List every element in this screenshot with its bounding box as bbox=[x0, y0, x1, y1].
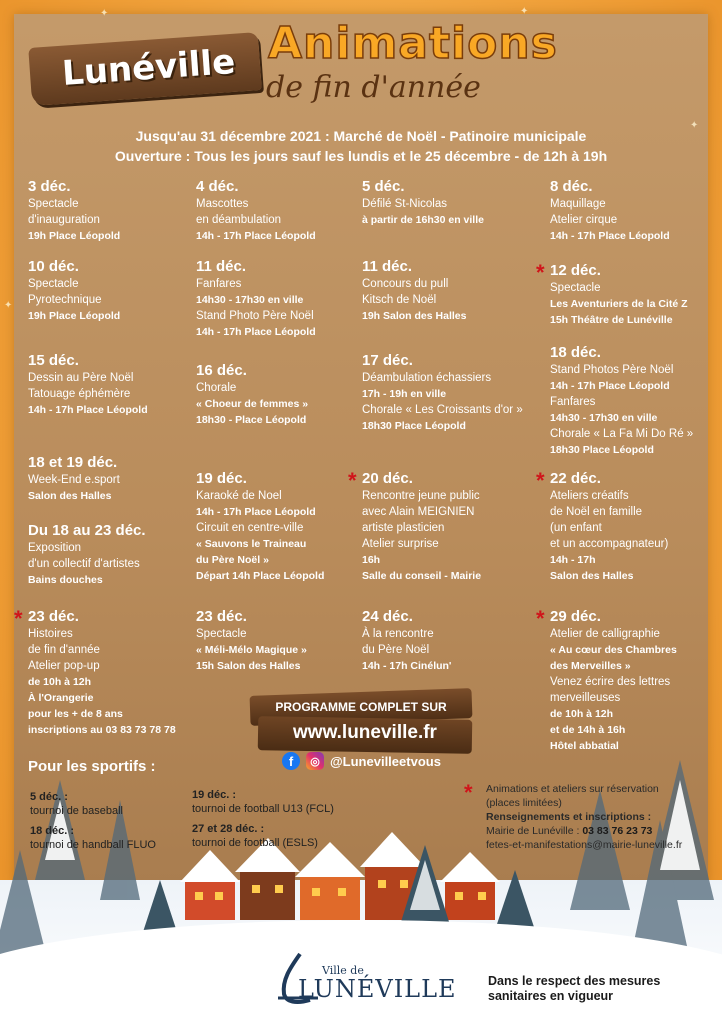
asterisk-icon: * bbox=[536, 468, 545, 493]
event-description: merveilleuses bbox=[550, 692, 621, 704]
event-item bbox=[550, 178, 670, 244]
logo-big-text: LUNÉVILLE bbox=[298, 975, 457, 1003]
event-date: 3 déc. bbox=[28, 178, 71, 195]
social-handle[interactable]: @Lunevilleetvous bbox=[330, 753, 441, 769]
asterisk-icon: * bbox=[536, 260, 545, 285]
event-description: Maquillage bbox=[550, 198, 606, 210]
event-description: artiste plasticien bbox=[362, 522, 445, 534]
event-description: du Père Noël bbox=[362, 644, 430, 656]
event-date: Du 18 au 23 déc. bbox=[28, 522, 146, 539]
event-item bbox=[196, 362, 308, 428]
sport-text: tournoi de baseball bbox=[30, 805, 123, 817]
event-detail: 14h - 17h Place Léopold bbox=[550, 380, 670, 392]
event-description: Ateliers créatifs bbox=[550, 490, 629, 502]
event-description: Atelier pop-up bbox=[28, 660, 100, 672]
event-detail: 19h Place Léopold bbox=[28, 230, 121, 242]
event-description: Atelier cirque bbox=[550, 214, 618, 226]
intro-line-2: Ouverture : Tous les jours sauf les lundis et le 25 décembre - de 12h à 19h bbox=[114, 148, 608, 164]
event-date: 23 déc. bbox=[28, 608, 79, 625]
event-description: Circuit en centre-ville bbox=[196, 522, 304, 534]
sport-item bbox=[192, 788, 334, 816]
event-detail: 19h Salon des Halles bbox=[362, 310, 467, 322]
event-description: Spectacle bbox=[28, 278, 79, 290]
event-date: 22 déc. bbox=[550, 470, 601, 487]
event-description: et un accompagnateur) bbox=[550, 538, 669, 550]
event-item bbox=[362, 352, 523, 434]
program-label: PROGRAMME COMPLET SUR bbox=[275, 700, 447, 714]
logo-small-text: Ville de bbox=[322, 964, 364, 977]
health-notice-line-2: sanitaires en vigueur bbox=[488, 989, 614, 1003]
event-date: 11 déc. bbox=[196, 258, 247, 275]
event-description: Tatouage éphémère bbox=[28, 388, 131, 400]
event-item bbox=[550, 344, 693, 458]
event-description: (un enfant bbox=[550, 522, 602, 534]
event-detail: de 10h à 12h bbox=[28, 676, 92, 688]
event-detail: 14h30 - 17h30 en ville bbox=[196, 294, 304, 306]
event-date: 20 déc. bbox=[362, 470, 413, 487]
sport-date: 27 et 28 déc. : bbox=[192, 823, 265, 835]
event-date: 12 déc. bbox=[550, 262, 601, 279]
asterisk-icon: * bbox=[348, 468, 357, 493]
intro-line-1: Jusqu'au 31 décembre 2021 : Marché de Noël - Patinoire municipale bbox=[135, 128, 587, 144]
event-date: 29 déc. bbox=[550, 608, 601, 625]
event-date: 15 déc. bbox=[28, 352, 79, 369]
event-description: Chorale « Les Croissants d'or » bbox=[362, 404, 523, 416]
phone-number[interactable]: 03 83 76 23 73 bbox=[582, 825, 653, 837]
event-detail: 14h - 17h Place Léopold bbox=[196, 326, 316, 338]
event-description: À la rencontre bbox=[362, 628, 434, 640]
health-notice bbox=[488, 974, 660, 1004]
event-date: 10 déc. bbox=[28, 258, 79, 275]
event-description: Stand Photos Père Noël bbox=[550, 364, 674, 376]
sport-item bbox=[192, 822, 318, 850]
mairie-label: Mairie de Lunéville : bbox=[486, 825, 583, 837]
sport-item bbox=[30, 790, 123, 818]
event-item bbox=[362, 258, 466, 324]
town-name: Lunéville bbox=[60, 42, 237, 94]
page-subtitle: de fin d'année bbox=[266, 70, 481, 105]
sport-date: 18 déc. : bbox=[30, 825, 75, 837]
event-date: 23 déc. bbox=[196, 608, 247, 625]
sport-date: 5 déc. : bbox=[30, 791, 68, 803]
sport-text: tournoi de football (ESLS) bbox=[192, 837, 318, 849]
event-item bbox=[28, 352, 148, 418]
event-detail: Salon des Halles bbox=[28, 490, 112, 502]
event-item bbox=[28, 522, 146, 588]
event-detail: à partir de 16h30 en ville bbox=[362, 214, 484, 226]
event-detail: 18h30 - Place Léopold bbox=[196, 414, 307, 426]
event-detail: Salle du conseil - Mairie bbox=[362, 570, 482, 582]
event-detail: 15h Salon des Halles bbox=[196, 660, 301, 672]
event-description: Défilé St-Nicolas bbox=[362, 198, 447, 210]
event-item bbox=[362, 470, 481, 584]
info-block bbox=[486, 782, 716, 852]
event-detail: 19h Place Léopold bbox=[28, 310, 121, 322]
instagram-icon[interactable]: ◎ bbox=[306, 752, 324, 770]
asterisk-icon: * bbox=[464, 780, 473, 805]
event-description: Fanfares bbox=[196, 278, 242, 290]
event-detail: 15h Théâtre de Lunéville bbox=[550, 314, 673, 326]
health-notice-line-1: Dans le respect des mesures bbox=[488, 974, 661, 988]
event-detail: 16h bbox=[362, 554, 381, 566]
event-detail: 14h30 - 17h30 en ville bbox=[550, 412, 658, 424]
event-item bbox=[28, 608, 176, 738]
event-item bbox=[196, 608, 307, 674]
event-detail: Salon des Halles bbox=[550, 570, 634, 582]
sport-date: 19 déc. : bbox=[192, 789, 237, 801]
event-description: Karaoké de Noel bbox=[196, 490, 282, 502]
event-detail: 14h - 17h Place Léopold bbox=[196, 230, 316, 242]
sparkle-icon: ✦ bbox=[4, 300, 13, 311]
contact-email[interactable]: fetes-et-manifestations@mairie-luneville.fr bbox=[486, 839, 683, 851]
event-item bbox=[196, 470, 324, 584]
event-detail: 17h - 19h en ville bbox=[362, 388, 447, 400]
event-description: en déambulation bbox=[196, 214, 282, 226]
event-detail: « Méli-Mélo Magique » bbox=[196, 644, 307, 656]
event-detail: pour les + de 8 ans bbox=[28, 708, 123, 720]
event-detail: des Merveilles » bbox=[550, 660, 631, 672]
event-detail: inscriptions au 03 83 73 78 78 bbox=[28, 724, 176, 736]
event-detail: « Choeur de femmes » bbox=[196, 398, 309, 410]
event-description: Chorale bbox=[196, 382, 237, 394]
event-item bbox=[28, 258, 120, 324]
event-date: 11 déc. bbox=[362, 258, 413, 275]
event-detail: et de 14h à 16h bbox=[550, 724, 626, 736]
event-detail: À l'Orangerie bbox=[28, 692, 94, 704]
event-detail: 18h30 Place Léopold bbox=[362, 420, 466, 432]
event-detail: de 10h à 12h bbox=[550, 708, 614, 720]
facebook-icon[interactable]: f bbox=[282, 752, 300, 770]
event-item bbox=[196, 178, 316, 244]
event-description: Spectacle bbox=[196, 628, 247, 640]
asterisk-icon: * bbox=[14, 606, 23, 631]
event-date: 16 déc. bbox=[196, 362, 247, 379]
event-detail: Départ 14h Place Léopold bbox=[196, 570, 325, 582]
sparkle-icon: ✦ bbox=[690, 120, 699, 131]
event-detail: Bains douches bbox=[28, 574, 103, 586]
event-date: 18 déc. bbox=[550, 344, 601, 361]
reservation-note: Animations et ateliers sur réservation bbox=[486, 783, 659, 795]
event-date: 17 déc. bbox=[362, 352, 413, 369]
sports-title: Pour les sportifs : bbox=[28, 758, 156, 775]
event-item bbox=[28, 178, 120, 244]
event-description: d'un collectif d'artistes bbox=[28, 558, 140, 570]
event-item bbox=[28, 454, 120, 504]
event-description: Kitsch de Noël bbox=[362, 294, 437, 306]
event-description: Pyrotechnique bbox=[28, 294, 102, 306]
event-item bbox=[550, 608, 677, 754]
event-detail: Hôtel abbatial bbox=[550, 740, 619, 752]
event-description: Dessin au Père Noël bbox=[28, 372, 134, 384]
event-item bbox=[362, 178, 484, 228]
event-detail: du Père Noël » bbox=[196, 554, 269, 566]
event-description: Atelier surprise bbox=[362, 538, 439, 550]
event-description: Venez écrire des lettres bbox=[550, 676, 671, 688]
event-description: Spectacle bbox=[28, 198, 79, 210]
event-item bbox=[362, 608, 451, 674]
event-detail: « Sauvons le Traineau bbox=[196, 538, 307, 550]
event-date: 5 déc. bbox=[362, 178, 405, 195]
event-detail: 14h - 17h Place Léopold bbox=[550, 230, 670, 242]
event-description: Déambulation échassiers bbox=[362, 372, 492, 384]
sparkle-icon: ✦ bbox=[100, 8, 109, 19]
event-description: Rencontre jeune public bbox=[362, 490, 480, 502]
event-detail: 14h - 17h Place Léopold bbox=[196, 506, 316, 518]
event-detail: 14h - 17h bbox=[550, 554, 596, 566]
page-title: Animations bbox=[268, 18, 558, 69]
event-description: d'inauguration bbox=[28, 214, 100, 226]
event-date: 8 déc. bbox=[550, 178, 593, 195]
event-description: avec Alain MEIGNIEN bbox=[362, 506, 475, 518]
website-link[interactable]: www.luneville.fr bbox=[293, 722, 437, 743]
contact-title: Renseignements et inscriptions : bbox=[486, 811, 652, 823]
event-description: Fanfares bbox=[550, 396, 596, 408]
sport-text: tournoi de football U13 (FCL) bbox=[192, 803, 334, 815]
sport-item bbox=[30, 824, 156, 852]
asterisk-icon: * bbox=[536, 606, 545, 631]
event-description: Histoires bbox=[28, 628, 73, 640]
contact-phone-line bbox=[486, 824, 716, 838]
limited-note: (places limitées) bbox=[486, 797, 562, 809]
sport-text: tournoi de handball FLUO bbox=[30, 839, 156, 851]
event-description: de fin d'année bbox=[28, 644, 100, 656]
event-detail: 18h30 Place Léopold bbox=[550, 444, 654, 456]
event-description: Week-End e.sport bbox=[28, 474, 120, 486]
event-description: Stand Photo Père Noël bbox=[196, 310, 314, 322]
event-date: 18 et 19 déc. bbox=[28, 454, 118, 471]
event-item bbox=[196, 258, 316, 340]
event-detail: « Au cœur des Chambres bbox=[550, 644, 677, 656]
event-description: Chorale « La Fa Mi Do Ré » bbox=[550, 428, 694, 440]
event-item bbox=[550, 262, 688, 328]
event-description: Spectacle bbox=[550, 282, 601, 294]
event-date: 24 déc. bbox=[362, 608, 413, 625]
event-item bbox=[550, 470, 668, 584]
event-detail: 14h - 17h Cinélun' bbox=[362, 660, 452, 672]
event-date: 4 déc. bbox=[196, 178, 239, 195]
event-date: 19 déc. bbox=[196, 470, 247, 487]
event-description: de Noël en famille bbox=[550, 506, 643, 518]
event-description: Mascottes bbox=[196, 198, 249, 210]
event-detail: Les Aventuriers de la Cité Z bbox=[550, 298, 688, 310]
event-detail: 14h - 17h Place Léopold bbox=[28, 404, 148, 416]
sparkle-icon: ✦ bbox=[520, 6, 529, 17]
event-description: Exposition bbox=[28, 542, 82, 554]
event-description: Atelier de calligraphie bbox=[550, 628, 660, 640]
event-description: Concours du pull bbox=[362, 278, 449, 290]
